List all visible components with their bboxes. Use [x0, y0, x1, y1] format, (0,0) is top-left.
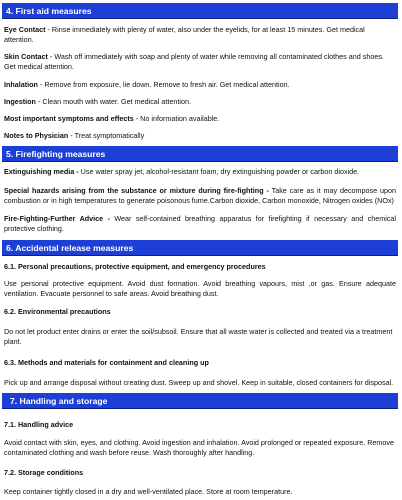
eye-contact-item [4, 25, 396, 45]
item-text: - Treat symptomatically [68, 131, 145, 140]
section-7-header: 7. Handling and storage [2, 393, 398, 409]
subsection-7-1-title: 7.1. Handling advice [4, 420, 74, 429]
subsection-6-1-title: 6.1. Personal precautions, protective equipment, and emergency procedures [4, 262, 266, 271]
special-hazards-item [4, 186, 396, 206]
fire-fighting-advice-item [4, 214, 396, 234]
item-text: Use water spray jet, alcohol-resistant foam, dry extinguishing powder or carbon dioxide. [78, 167, 360, 176]
item-label: Extinguishing media - [4, 167, 79, 176]
subsection-6-3-text: Pick up and arrange disposal without creating dust. Sweep up and shovel. Keep in suitable, closed containers for disposal. [4, 378, 394, 387]
item-label: Notes to Physician [4, 131, 69, 140]
extinguishing-media-item [4, 167, 396, 177]
item-text: - No information available. [133, 114, 220, 123]
item-label: Most important symptoms and effects [4, 114, 134, 123]
symptoms-item [4, 114, 396, 124]
subsection-7-2-text: Keep container tightly closed in a dry and well-ventilated place. Store at room temperature. [4, 487, 293, 496]
subsection-7-2-title: 7.2. Storage conditions [4, 468, 84, 477]
subsection-6-2-text: Do not let product enter drains or enter the soil/subsoil. Ensure that all waste water is collected and treated via a treatment plant. [4, 327, 393, 347]
notes-to-physician-item [4, 131, 396, 141]
item-text: - Remove from exposure, lie down. Remove to fresh air. Get medical attention. [37, 80, 290, 89]
section-6-header: 6. Accidental release measures [2, 240, 398, 256]
item-label: Special hazards arising from the substance or mixture during fire-fighting - [4, 186, 269, 195]
subsection-6-3-title: 6.3. Methods and materials for containment and cleaning up [4, 358, 209, 367]
item-label: Eye Contact [4, 25, 46, 34]
subsection-6-2-title: 6.2. Environmental precautions [4, 307, 111, 316]
section-4-header: 4. First aid measures [2, 3, 398, 19]
inhalation-item [4, 80, 396, 90]
subsection-7-1-text: Avoid contact with skin, eyes, and clothing. Avoid ingestion and inhalation. Avoid prolonged or repeated exposure. Remove contaminated clothing and wash before reuse. Wash thoroughly after handling. [4, 438, 394, 458]
item-text: Take care as it may decompose upon combustion or in high temperatures to generate poisonous fume.Carbon dioxide, Carbon monoxide, Nitrogen oxides (NOx) [4, 186, 396, 206]
item-text: - Rinse immediately with plenty of water, also under the eyelids, for at least 15 minutes. Get medical attention. [4, 25, 365, 45]
ingestion-item [4, 97, 396, 107]
skin-contact-item [4, 52, 396, 72]
item-label: Fire-Fighting-Further Advice - [4, 214, 110, 223]
item-label: Skin Contact [4, 52, 48, 61]
item-text: - Wash off immediately with soap and plenty of water while removing all contaminated clothes and shoes. Get medical attention. [4, 52, 384, 72]
item-text: Wear self-contained breathing apparatus for firefighting if necessary and chemical protective clothing. [4, 214, 396, 234]
subsection-6-1-text: Use personal protective equipment. Avoid dust formation. Avoid breathing vapours, mist ,or gas. Ensure adequate ventilation. Evacuate personnel to safe areas. Avoid breathing dust. [4, 279, 396, 299]
section-5-header: 5. Firefighting measures [2, 146, 398, 162]
item-label: Ingestion [4, 97, 36, 106]
item-text: - Clean mouth with water. Get medical attention. [35, 97, 191, 106]
item-label: Inhalation [4, 80, 38, 89]
